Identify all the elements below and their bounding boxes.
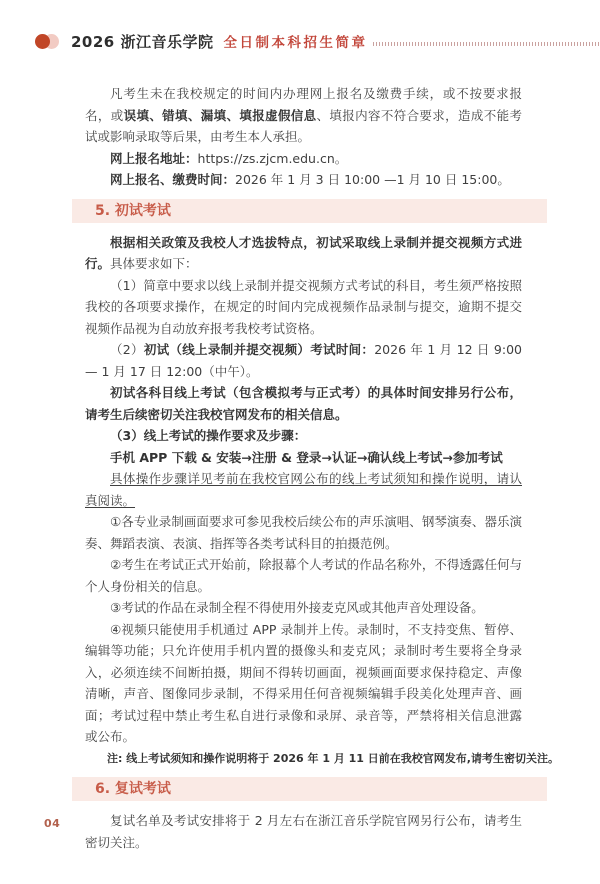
para-schedule-notice: 初试各科目线上考试（包含模拟考与正式考）的具体时间安排另行公布，请考生后续密切关注我校官网发布的相关信息。 [85,385,522,422]
para-circled-1: ①各专业录制画面要求可参见我校后续公布的声乐演唱、钢琴演奏、器乐演奏、舞蹈表演、表演、指挥等各类考试科目的拍摄范例。 [85,514,522,551]
para-circled-2: ②考生在考试正式开始前，除报幕个人考试的作品名称外，不得透露任何与个人身份相关的信息。 [85,557,522,594]
text-run: 、填报内容不符合要求，造成不能考试或影响录取等后果，由考生本人承担。 [85,107,522,144]
para-retest-notice: 复试名单及考试安排将于 2 月左右在浙江音乐学院官网另行公布，请考生密切关注。 [85,813,522,850]
para-operation-guide [85,468,522,511]
text-run: 具体要求如下： [110,256,198,271]
section-5-heading: 5. 初试考试 [72,199,547,223]
para-item-2 [85,339,522,382]
para-preliminary-intro [85,232,522,275]
para-note: 注: 线上考试须知和操作说明将于 2026 年 1 月 11 日前在我校官网发布,请考生密切关注。 [107,751,559,765]
label-registration-url: 网上报名地址： [110,150,198,166]
para-registration-url [85,148,522,170]
exam-time-text: 2026 年 1 月 12 日 9:00 — 1 月 17 日 12:00（中午）。 [85,342,522,379]
para-registration-time [85,169,522,191]
para-circled-3: ③考试的作品在录制全程不得使用外接麦克风或其他声音处理设备。 [110,600,484,615]
doc-subtitle: 全日制本科招生简章 [223,35,368,51]
para-item-1: （1）简章中要求以线上录制并提交视频方式考试的科目，考生须严格按照我校的各项要求操作，在规定的时间内完成视频作品录制与提交，逾期不提交视频作品视为自动放弃报考我校考试资格。 [85,277,522,336]
label-exam-time: 初试（线上录制并提交视频）考试时间： [143,342,375,357]
text-run-bold: 根据相关政策及我校人才选拔特点，初试采取线上录制并提交视频方式进行。 [85,234,522,271]
text-run: （2） [110,342,144,357]
registration-time-text: 2026 年 1 月 3 日 10:00 —1 月 10 日 15:00。 [235,172,510,187]
para-app-steps: 手机 APP 下载 & 安装→注册 & 登录→认证→确认线上考试→参加考试 [110,449,503,465]
para-registration-liability [85,83,522,148]
brand-dot-dark-icon [35,34,50,49]
page-header [35,31,600,51]
doc-title: 2026 浙江音乐学院 [71,32,214,51]
registration-url-text: https://zs.zjcm.edu.cn。 [197,150,348,166]
para-circled-4: ④视频只能使用手机通过 APP 录制并上传。录制时，不支持变焦、暂停、编辑等功能；只允许使用手机内置的摄像头和麦克风；录制时考生要将全身录入，必须连续不间断拍摄，期间不得转切画面，视频画面要求保持稳定、声像清晰，声音、图像同步录制，不得采用任何音视频编辑手段美化处理声音、画面；考试过程中禁止考生私自进行录像和录屏、录音等，严禁将相关信息泄露或公布。 [85,621,522,744]
text-run: 凡考生未在我校规定的时间内办理网上报名及缴费手续，或不按要求报名，或 [85,86,522,123]
section-6-heading: 6. 复试考试 [72,777,547,801]
text-run-bold: 误填、错填、漏填、填报虚假信息 [123,107,317,123]
para-item-3: （3）线上考试的操作要求及步骤： [110,428,307,443]
dotted-leader-rule [373,42,600,46]
page-number: 04 [44,817,61,830]
document-body [85,83,559,853]
label-registration-time: 网上报名、缴费时间： [110,172,236,187]
text-run-underline: 具体操作步骤详见考前在我校官网公布的线上考试须知和操作说明，请认真阅读。 [85,471,522,508]
